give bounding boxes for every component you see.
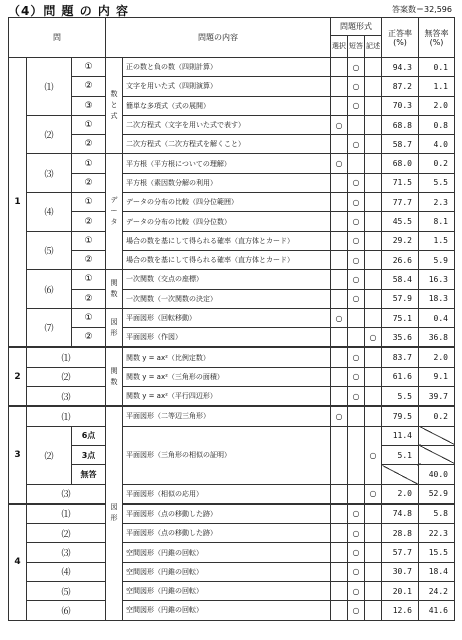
mark: ○ bbox=[348, 96, 365, 115]
content-cell: 空間図形（円錐の回転） bbox=[123, 582, 331, 601]
correct-rate: 58.4 bbox=[382, 270, 419, 289]
content-cell: 平方根（素因数分解の利用） bbox=[123, 173, 331, 192]
table-row bbox=[9, 562, 455, 581]
correct-rate-3: 5.1 bbox=[382, 445, 419, 464]
content-cell: 正の数と負の数（四則計算） bbox=[123, 58, 331, 77]
table-row bbox=[9, 308, 455, 327]
correct-rate-6: 11.4 bbox=[382, 426, 419, 445]
table-row bbox=[9, 347, 455, 367]
sub-label: ⑴ bbox=[27, 347, 106, 367]
mark: ○ bbox=[348, 250, 365, 269]
group-4: 4 bbox=[9, 504, 27, 620]
none-rate: 22.3 bbox=[419, 524, 455, 543]
correct-rate: 28.8 bbox=[382, 524, 419, 543]
category-label: 関 数 bbox=[106, 347, 123, 406]
sub-label: ⑺ bbox=[27, 308, 72, 347]
correct-rate: 57.9 bbox=[382, 289, 419, 308]
page-title: （4）問 題 の 内 容 bbox=[8, 4, 130, 18]
table-row bbox=[9, 231, 455, 250]
sub-label: ⑴ bbox=[27, 406, 106, 426]
item-label: ① bbox=[72, 58, 106, 77]
mark: ○ bbox=[348, 212, 365, 231]
table-row bbox=[9, 484, 455, 504]
none-rate: 39.7 bbox=[419, 387, 455, 407]
correct-rate: 87.2 bbox=[382, 77, 419, 96]
none-rate: 52.9 bbox=[419, 484, 455, 504]
content-cell: 空間図形（円錐の回転） bbox=[123, 601, 331, 620]
none-rate: 15.5 bbox=[419, 543, 455, 562]
sub-label: ⑸ bbox=[27, 231, 72, 270]
header-desc: 記述 bbox=[365, 36, 382, 58]
none-rate: 2.0 bbox=[419, 96, 455, 115]
sub-label: ⑵ bbox=[27, 524, 106, 543]
sub-label: ⑶ bbox=[27, 484, 106, 504]
table-row bbox=[9, 58, 455, 77]
mark: ○ bbox=[348, 562, 365, 581]
table-row bbox=[9, 601, 455, 620]
answer-count: 答案数＝32,596 bbox=[392, 5, 452, 14]
question-table bbox=[8, 17, 455, 621]
mark: ○ bbox=[348, 504, 365, 524]
header-correct: 正答率 (%) bbox=[382, 18, 419, 58]
sub-label: ⑸ bbox=[27, 582, 106, 601]
sub-label: ⑵ bbox=[27, 367, 106, 386]
content-cell: 平面図形（点の移動した跡） bbox=[123, 524, 331, 543]
diagonal-cell bbox=[419, 426, 455, 445]
group-2: 2 bbox=[9, 347, 27, 406]
correct-rate: 35.6 bbox=[382, 328, 419, 348]
mark: ○ bbox=[365, 328, 382, 348]
none-rate: 5.8 bbox=[419, 504, 455, 524]
content-cell: 空間図形（円錐の回転） bbox=[123, 543, 331, 562]
item-label: ② bbox=[72, 289, 106, 308]
item-label: ① bbox=[72, 115, 106, 134]
mark: ○ bbox=[348, 524, 365, 543]
content-cell: データの分布の比較（四分位範囲） bbox=[123, 193, 331, 212]
category-label: 数 と 式 bbox=[106, 58, 123, 154]
correct-rate: 20.1 bbox=[382, 582, 419, 601]
mark: ○ bbox=[348, 347, 365, 367]
sub-label: ⑷ bbox=[27, 562, 106, 581]
table-row bbox=[9, 115, 455, 134]
content-cell: 平面図形（二等辺三角形） bbox=[123, 406, 331, 426]
item-label: ② bbox=[72, 173, 106, 192]
table-row bbox=[9, 289, 455, 308]
none-rate: 0.2 bbox=[419, 154, 455, 173]
content-cell: 空間図形（円錐の回転） bbox=[123, 562, 331, 581]
none-rate: 2.3 bbox=[419, 193, 455, 212]
sub-label: ⑷ bbox=[27, 193, 72, 232]
table-row bbox=[9, 582, 455, 601]
content-cell: 一次関数（交点の座標） bbox=[123, 270, 331, 289]
table-row bbox=[9, 524, 455, 543]
content-cell: 関数 y = ax²（三角形の面積） bbox=[123, 367, 331, 386]
item-label: ① bbox=[72, 154, 106, 173]
table-row bbox=[9, 504, 455, 524]
content-cell: 場合の数を基にして得られる確率（直方体とカード） bbox=[123, 231, 331, 250]
correct-rate: 74.8 bbox=[382, 504, 419, 524]
item-label: ① bbox=[72, 308, 106, 327]
sub-label: ⑶ bbox=[27, 387, 106, 407]
table-row bbox=[9, 77, 455, 96]
sub-label: ⑶ bbox=[27, 154, 72, 193]
none-rate: 8.1 bbox=[419, 212, 455, 231]
correct-rate: 68.0 bbox=[382, 154, 419, 173]
mark: ○ bbox=[348, 367, 365, 386]
item-label: ① bbox=[72, 231, 106, 250]
header-none: 無答率 (%) bbox=[419, 18, 455, 58]
group-3: 3 bbox=[9, 406, 27, 503]
none-rate: 36.8 bbox=[419, 328, 455, 348]
mark: ○ bbox=[348, 270, 365, 289]
none-rate: 0.4 bbox=[419, 308, 455, 327]
mark: ○ bbox=[348, 289, 365, 308]
content-cell: 平面図形（点の移動した跡） bbox=[123, 504, 331, 524]
sub-label: ⑴ bbox=[27, 504, 106, 524]
mark: ○ bbox=[331, 308, 348, 327]
correct-rate: 57.7 bbox=[382, 543, 419, 562]
none-rate: 9.1 bbox=[419, 367, 455, 386]
content-cell: 関数 y = ax²（平行四辺形） bbox=[123, 387, 331, 407]
mark: ○ bbox=[348, 58, 365, 77]
content-cell: 文字を用いた式（四則演算） bbox=[123, 77, 331, 96]
none-rate: 24.2 bbox=[419, 582, 455, 601]
mark: ○ bbox=[365, 484, 382, 504]
none-rate: 0.8 bbox=[419, 115, 455, 134]
none-rate: 18.3 bbox=[419, 289, 455, 308]
correct-rate: 2.0 bbox=[382, 484, 419, 504]
correct-rate: 79.5 bbox=[382, 406, 419, 426]
none-rate: 0.2 bbox=[419, 406, 455, 426]
table-row bbox=[9, 135, 455, 154]
mark: ○ bbox=[331, 115, 348, 134]
item-label: ① bbox=[72, 270, 106, 289]
item-label: ② bbox=[72, 135, 106, 154]
content-cell: 平面図形（回転移動） bbox=[123, 308, 331, 327]
table-row bbox=[9, 543, 455, 562]
content-cell: 平面図形（作図） bbox=[123, 328, 331, 348]
sub-label: ⑹ bbox=[27, 270, 72, 309]
item-label: ② bbox=[72, 212, 106, 231]
table-row bbox=[9, 173, 455, 192]
mark: ○ bbox=[348, 77, 365, 96]
diagonal-cell bbox=[419, 445, 455, 464]
correct-rate: 61.6 bbox=[382, 367, 419, 386]
header-sel: 選択 bbox=[331, 36, 348, 58]
header-short: 短答 bbox=[348, 36, 365, 58]
content-cell: 場合の数を基にして得られる確率（直方体とカード） bbox=[123, 250, 331, 269]
correct-rate: 71.5 bbox=[382, 173, 419, 192]
correct-rate: 58.7 bbox=[382, 135, 419, 154]
none-rate: 5.9 bbox=[419, 250, 455, 269]
table-row bbox=[9, 406, 455, 426]
none-rate: 1.1 bbox=[419, 77, 455, 96]
correct-rate: 29.2 bbox=[382, 231, 419, 250]
item-label: ③ bbox=[72, 96, 106, 115]
item-label: ② bbox=[72, 328, 106, 348]
none-rate: 0.1 bbox=[419, 58, 455, 77]
correct-rate: 75.1 bbox=[382, 308, 419, 327]
none-rate: 5.5 bbox=[419, 173, 455, 192]
group-1: 1 bbox=[9, 58, 27, 348]
header-content: 問題の内容 bbox=[106, 18, 331, 58]
table-row bbox=[9, 250, 455, 269]
none-rate: 1.5 bbox=[419, 231, 455, 250]
content-cell: 二次方程式（二次方程式を解くこと） bbox=[123, 135, 331, 154]
none-rate: 40.0 bbox=[419, 465, 455, 484]
category-label: 関 数 bbox=[106, 270, 123, 309]
none-rate: 18.4 bbox=[419, 562, 455, 581]
content-cell: データの分布の比較（四分位数） bbox=[123, 212, 331, 231]
mark: ○ bbox=[348, 231, 365, 250]
mark: ○ bbox=[331, 154, 348, 173]
sub-label: ⑴ bbox=[27, 58, 72, 116]
mark: ○ bbox=[348, 193, 365, 212]
category-label: 図 形 bbox=[106, 308, 123, 347]
sub-label: ⑵ bbox=[27, 115, 72, 154]
table-row bbox=[9, 96, 455, 115]
correct-rate: 12.6 bbox=[382, 601, 419, 620]
table-row bbox=[9, 387, 455, 407]
table-row bbox=[9, 212, 455, 231]
mark: ○ bbox=[348, 387, 365, 407]
mark: ○ bbox=[348, 601, 365, 620]
table-row bbox=[9, 328, 455, 348]
content-cell: 一次関数（一次関数の決定） bbox=[123, 289, 331, 308]
item-label: ② bbox=[72, 77, 106, 96]
header-format: 問題形式 bbox=[331, 18, 382, 36]
content-cell: 二次方程式（文字を用いた式で表す） bbox=[123, 115, 331, 134]
sub-label: ⑵ bbox=[27, 426, 72, 484]
item-label: ① bbox=[72, 193, 106, 212]
diagonal-cell bbox=[382, 465, 419, 484]
table-row bbox=[9, 193, 455, 212]
mark: ○ bbox=[348, 173, 365, 192]
header-question: 問 bbox=[9, 18, 106, 58]
correct-rate: 77.7 bbox=[382, 193, 419, 212]
mark: ○ bbox=[348, 135, 365, 154]
table-row bbox=[9, 367, 455, 386]
content-cell: 簡単な多項式（式の展開） bbox=[123, 96, 331, 115]
table-row bbox=[9, 154, 455, 173]
correct-rate: 5.5 bbox=[382, 387, 419, 407]
category-label: 図 形 bbox=[106, 406, 123, 620]
content-cell: 平面図形（三角形の相似の証明） bbox=[123, 426, 331, 484]
correct-rate: 30.7 bbox=[382, 562, 419, 581]
correct-rate: 68.8 bbox=[382, 115, 419, 134]
sub-label: ⑶ bbox=[27, 543, 106, 562]
correct-rate: 94.3 bbox=[382, 58, 419, 77]
sub-label: ⑹ bbox=[27, 601, 106, 620]
content-cell: 平方根（平方根についての理解） bbox=[123, 154, 331, 173]
none-rate: 41.6 bbox=[419, 601, 455, 620]
score-3-label: 3点 bbox=[72, 445, 106, 464]
table-row bbox=[9, 426, 455, 445]
item-label: ② bbox=[72, 250, 106, 269]
no-answer-label: 無答 bbox=[72, 465, 106, 484]
none-rate: 2.0 bbox=[419, 347, 455, 367]
correct-rate: 83.7 bbox=[382, 347, 419, 367]
correct-rate: 70.3 bbox=[382, 96, 419, 115]
category-label: デ ー タ bbox=[106, 154, 123, 270]
mark: ○ bbox=[331, 406, 348, 426]
content-cell: 関数 y = ax²（比例定数） bbox=[123, 347, 331, 367]
table-row bbox=[9, 270, 455, 289]
correct-rate: 45.5 bbox=[382, 212, 419, 231]
none-rate: 16.3 bbox=[419, 270, 455, 289]
score-6-label: 6点 bbox=[72, 426, 106, 445]
mark: ○ bbox=[348, 582, 365, 601]
mark: ○ bbox=[365, 426, 382, 484]
correct-rate: 26.6 bbox=[382, 250, 419, 269]
mark: ○ bbox=[348, 543, 365, 562]
content-cell: 平面図形（相似の応用） bbox=[123, 484, 331, 504]
none-rate: 4.0 bbox=[419, 135, 455, 154]
